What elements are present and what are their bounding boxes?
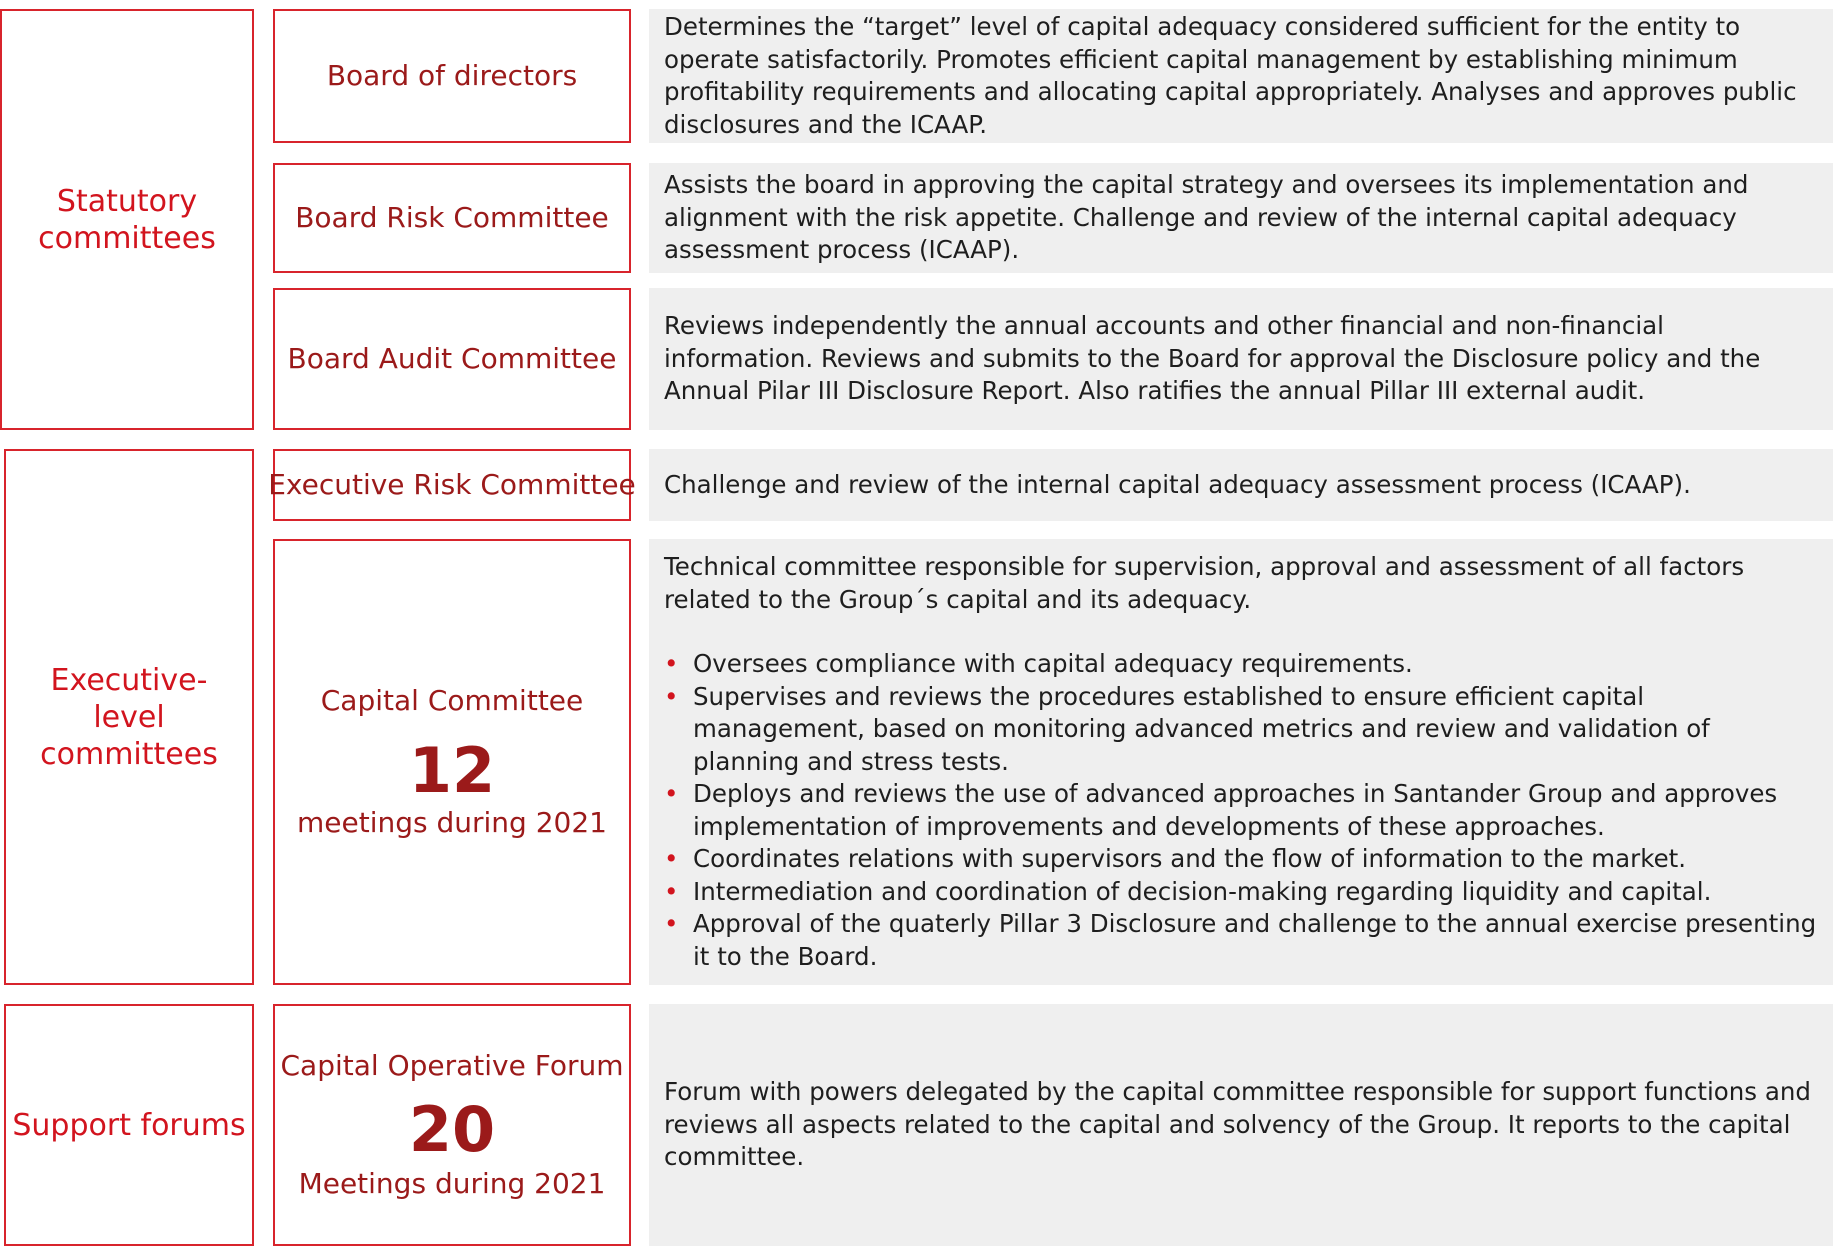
description-text: Technical committee responsible for supervision, approval and assessment of all factors related to the Group´s capital and its adequacy.: [664, 552, 1745, 614]
group-executive-level-committees: [4, 449, 254, 985]
committee-board-risk: [273, 163, 631, 273]
description-capital: [649, 539, 1833, 985]
bullet-icon: •: [664, 779, 679, 808]
bullet-icon: •: [664, 681, 679, 711]
group-label: Executive-level committees: [40, 662, 218, 772]
bullet-icon: •: [664, 649, 679, 678]
committee-capital-operative-forum: [273, 1004, 631, 1246]
description-text: Challenge and review of the internal capital adequacy assessment process (ICAAP).: [664, 469, 1691, 499]
description-text: Forum with powers delegated by the capital committee responsible for support functions and reviews all aspects related to the capital and solvency of the Group. It reports to the capital committee.: [664, 1077, 1811, 1172]
bullet-icon: •: [664, 844, 679, 873]
bullet-icon: •: [664, 876, 679, 906]
committee-executive-risk: [268, 449, 636, 521]
committee-capital: [273, 539, 631, 985]
list-item: • Intermediation and coordination of decision-making regarding liquidity and capital.: [664, 876, 1819, 909]
group-statutory-committees: [0, 9, 254, 430]
committee-name: Board of directors: [326, 59, 578, 92]
group-label: Support forums: [12, 1107, 246, 1143]
committee-board-of-directors: [273, 9, 631, 143]
description-text: Determines the “target” level of capital adequacy considered sufficient for the entity to operate satisfactorily. Promotes efficient capital management by establishing minimum profitability requirements and allocating capital appropriately. Analyses and approves public disclosures and the ICAAP.: [664, 12, 1797, 139]
committee-name: Capital Committee: [320, 684, 584, 717]
description-board-of-directors: [649, 9, 1833, 143]
committee-name: Executive Risk Committee: [268, 468, 636, 501]
committee-board-audit: [273, 288, 631, 430]
group-label: Statutory committees: [38, 183, 216, 256]
description-capital-operative-forum: [649, 1004, 1833, 1246]
meetings-count: 12: [408, 734, 496, 807]
meetings-count: 20: [408, 1093, 496, 1166]
list-item: • Deploys and reviews the use of advanced approaches in Santander Group and approves implementation of improvements and developments of these approaches.: [664, 779, 1778, 841]
bullet-list: [664, 648, 1819, 973]
description-text: Reviews independently the annual accounts and other financial and non-financial information. Reviews and submits to the Board for approval the Disclosure policy and the Annual Pilar III Disclosure Report. Also ratifies the annual Pillar III external audit.: [664, 311, 1761, 406]
meetings-count-label: meetings during 2021: [297, 806, 607, 839]
committee-name: Capital Operative Forum: [280, 1049, 624, 1082]
committee-name: Board Risk Committee: [295, 201, 609, 234]
description-board-audit: [649, 288, 1833, 430]
list-item: • Supervises and reviews the procedures established to ensure efficient capital management, based on monitoring advanced metrics and review and validation of planning and stress tests.: [664, 681, 1710, 776]
description-text: Assists the board in approving the capital strategy and oversees its implementation and alignment with the risk appetite. Challenge and review of the internal capital adequacy assessment process (ICAAP).: [664, 170, 1749, 265]
meetings-count-label: Meetings during 2021: [298, 1167, 606, 1200]
list-item: • Coordinates relations with supervisors and the flow of information to the market.: [664, 843, 1819, 876]
group-support-forums: [4, 1004, 254, 1246]
description-executive-risk: [649, 449, 1833, 521]
list-item: • Approval of the quaterly Pillar 3 Disclosure and challenge to the annual exercise presenting it to the Board.: [664, 909, 1817, 971]
bullet-icon: •: [664, 909, 679, 938]
description-board-risk: [649, 163, 1833, 273]
list-item: • Oversees compliance with capital adequacy requirements.: [664, 648, 1819, 681]
committee-name: Board Audit Committee: [287, 342, 617, 375]
